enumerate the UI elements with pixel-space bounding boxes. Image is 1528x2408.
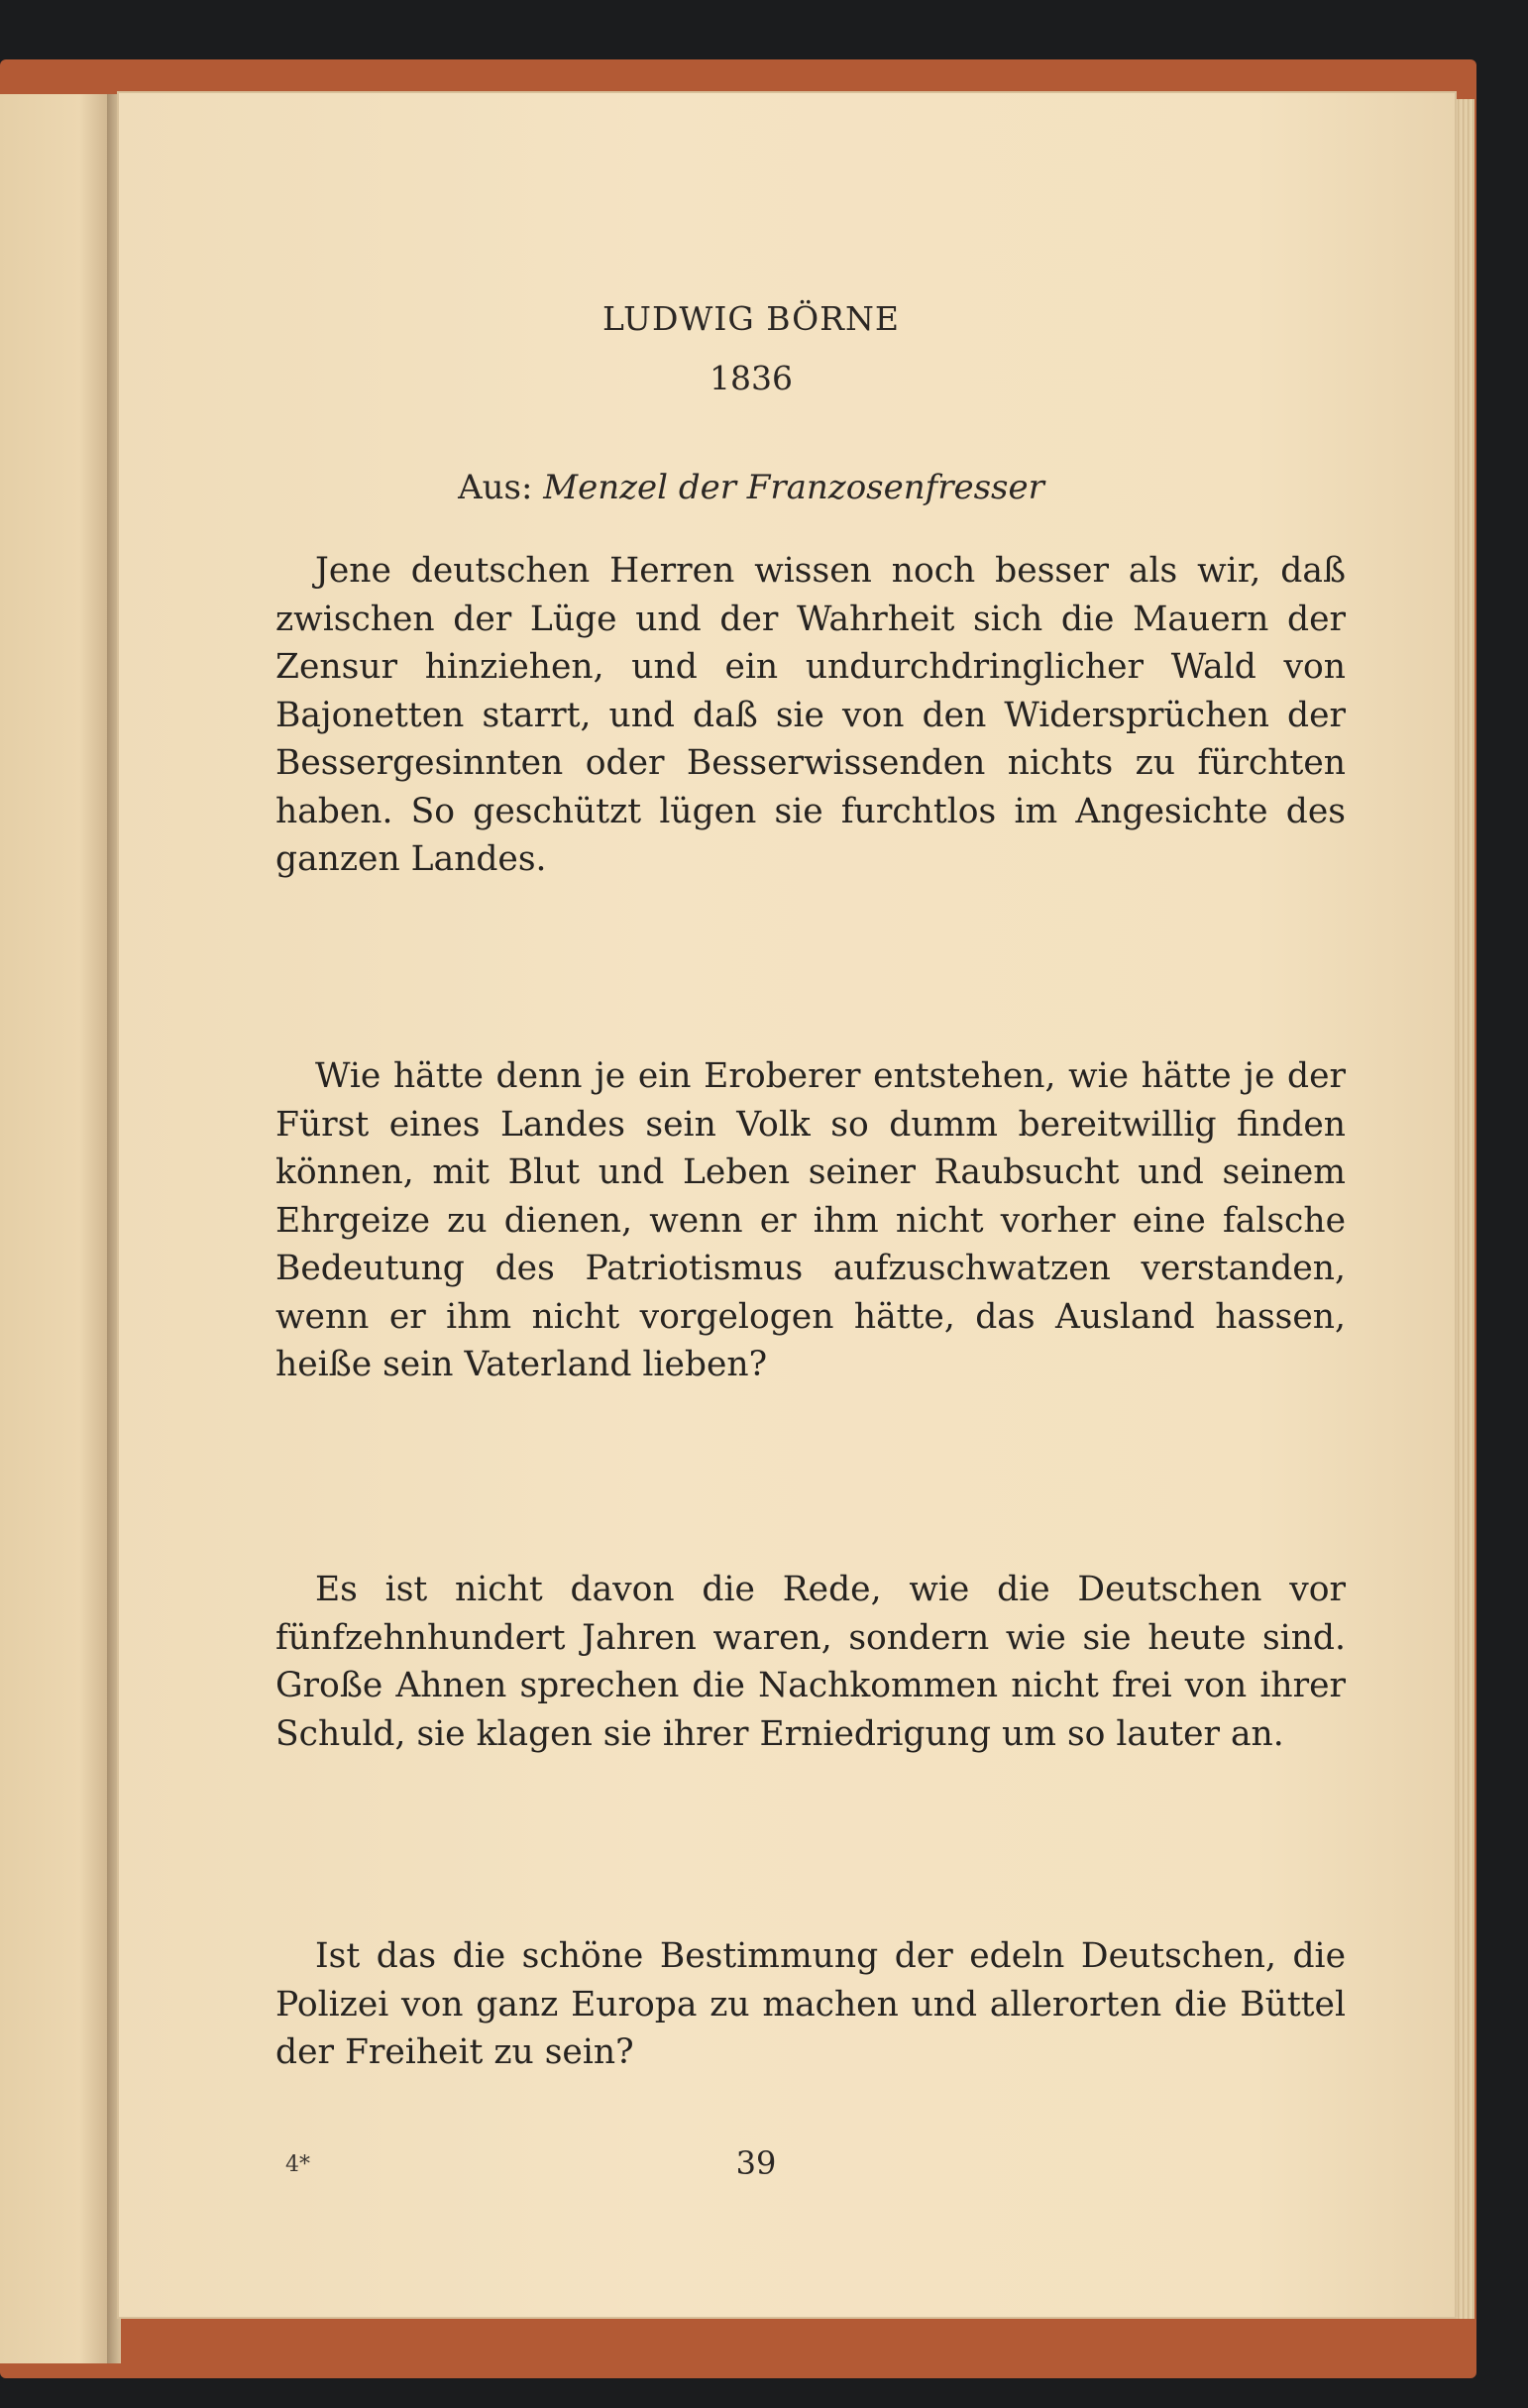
paragraph-3: Es ist nicht davon die Rede, wie die Deutschen vor fünfzehnhundert Jahren waren, sondern wie sie heute sind. Große Ahnen sprechen die Nachkommen nicht frei von ihrer Schuld, sie klagen sie ihrer Erniedrigung um so lauter an. (275, 1570, 1346, 1754)
year-heading: 1836 (709, 359, 793, 397)
author-heading: LUDWIG BÖRNE (602, 299, 900, 338)
signature-mark: 4* (285, 2152, 310, 2177)
source-prefix: Aus: (458, 468, 533, 507)
paragraph-1: Jene deutschen Herren wissen noch besser als wir, daß zwischen der Lüge und der Wahrheit sich die Mauern der Zensur hinziehen, und ein undurchdringlicher Wald von Bajonetten starrt, und daß sie von den Widersprüchen der Bessergesinnten oder Besserwissenden nichts zu fürchten haben. So geschützt lügen sie furchtlos im Angesichte des ganzen Landes. (275, 551, 1346, 879)
left-facing-page (0, 94, 114, 2363)
page-content (117, 91, 1457, 2319)
paragraph-2: Wie hätte denn je ein Eroberer entstehen, wie hätte je der Fürst eines Landes sein Volk so dumm bereitwillig finden können, mit Blut und Leben seiner Raubsucht und seinem Ehrgeize zu dienen, wenn er ihm nicht vorher eine falsche Bedeutung des Patriotismus aufzuschwatzen verstanden, wenn er ihm nicht vorgelogen hätte, das Ausland hassen, heiße sein Vaterland lieben? (275, 1056, 1346, 1384)
source-line (117, 468, 1385, 507)
source-title: Menzel der Franzosenfresser (543, 468, 1044, 507)
book-page (117, 91, 1457, 2319)
paragraph-4: Ist das die schöne Bestimmung der edeln Deutschen, die Polizei von ganz Europa zu machen und allerorten die Büttel der Freiheit zu sein? (275, 1936, 1346, 2072)
page-number: 39 (735, 2144, 777, 2182)
